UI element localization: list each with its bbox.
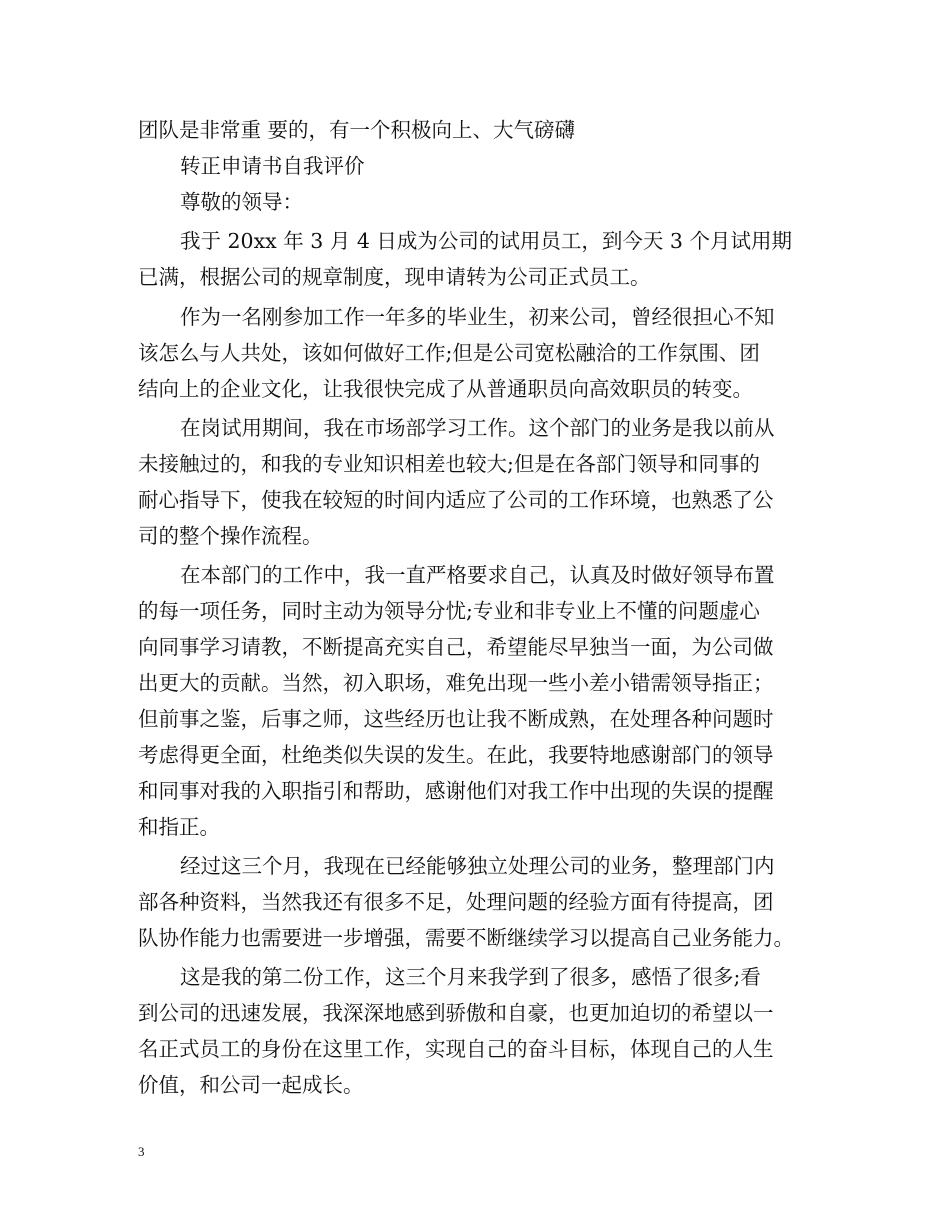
paragraph-line: 已满，根据公司的规章制度，现申请转为公司正式员工。	[138, 265, 651, 289]
paragraph-line: 司的整个操作流程。	[138, 524, 323, 548]
paragraph-line: 该怎么与人共处，该如何做好工作;但是公司宽松融洽的工作氛围、团	[138, 341, 760, 365]
paragraph-line: 我于 20xx 年 3 月 4 日成为公司的试用员工，到今天 3 个月试用期	[180, 229, 792, 253]
paragraph-line: 未接触过的，和我的专业知识相差也较大;但是在各部门领导和同事的	[138, 452, 760, 476]
paragraph-line: 和同事对我的入职指引和帮助，感谢他们对我工作中出现的失误的提醒	[138, 779, 774, 803]
paragraph-line: 价值，和公司一起成长。	[138, 1073, 364, 1097]
page-number: 3	[138, 1144, 145, 1159]
paragraph-line: 的每一项任务，同时主动为领导分忧;专业和非专业上不懂的问题虚心	[138, 599, 760, 623]
paragraph-line: 部各种资料，当然我还有很多不足，处理问题的经验方面有待提高，团	[138, 890, 774, 914]
paragraph-line: 这是我的第二份工作，这三个月来我学到了很多，感悟了很多;看	[180, 965, 761, 989]
text-line: 团队是非常重 要的，有一个积极向上、大气磅礴	[138, 118, 576, 142]
paragraph-line: 出更大的贡献。当然，初入职场，难免出现一些小差小错需领导指正；	[138, 671, 774, 695]
paragraph-line: 队协作能力也需要进一步增强，需要不断继续学习以提高自己业务能力。	[138, 926, 794, 950]
document-heading: 转正申请书自我评价	[180, 154, 365, 178]
paragraph-line: 但前事之鉴，后事之师，这些经历也让我不断成熟，在处理各种问题时	[138, 707, 774, 731]
paragraph-line: 结向上的企业文化，让我很快完成了从普通职员向高效职员的转变。	[138, 377, 753, 401]
salutation: 尊敬的领导：	[180, 190, 303, 214]
paragraph-line: 考虑得更全面，杜绝类似失误的发生。在此，我要特地感谢部门的领导	[138, 743, 774, 767]
paragraph-line: 在岗试用期间，我在市场部学习工作。这个部门的业务是我以前从	[180, 416, 775, 440]
paragraph-line: 经过这三个月，我现在已经能够独立处理公司的业务，整理部门内	[180, 854, 775, 878]
paragraph-line: 名正式员工的身份在这里工作，实现自己的奋斗目标，体现自己的人生	[138, 1037, 774, 1061]
paragraph-line: 耐心指导下，使我在较短的时间内适应了公司的工作环境，也熟悉了公	[138, 488, 774, 512]
paragraph-line: 和指正。	[138, 815, 220, 839]
paragraph-line: 作为一名刚参加工作一年多的毕业生，初来公司，曾经很担心不知	[180, 305, 775, 329]
paragraph-line: 在本部门的工作中，我一直严格要求自己，认真及时做好领导布置	[180, 563, 775, 587]
paragraph-line: 向同事学习请教，不断提高充实自己，希望能尽早独当一面，为公司做	[138, 635, 774, 659]
paragraph-line: 到公司的迅速发展，我深深地感到骄傲和自豪，也更加迫切的希望以一	[138, 1001, 774, 1025]
